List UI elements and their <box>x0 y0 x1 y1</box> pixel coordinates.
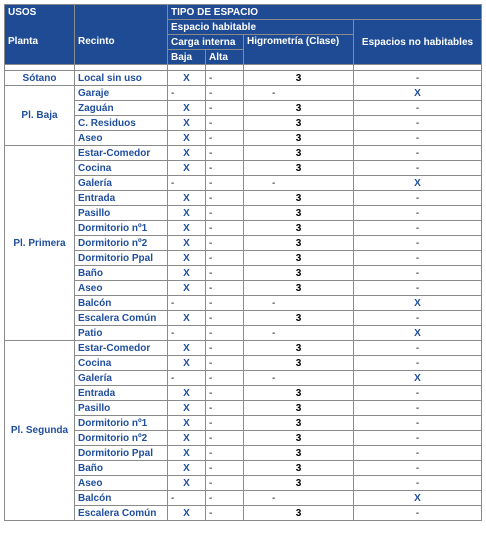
higrometria-cell: 3 <box>244 416 354 431</box>
table-row <box>5 446 482 461</box>
header-carga-interna-label: Carga interna <box>171 36 236 48</box>
baja-cell: X <box>168 506 206 521</box>
higrometria-cell: 3 <box>244 266 354 281</box>
alta-cell: - <box>206 281 244 296</box>
higrometria-cell: 3 <box>244 431 354 446</box>
no-habitable-cell: - <box>354 401 482 416</box>
higrometria-cell: 3 <box>244 191 354 206</box>
table-row <box>5 401 482 416</box>
header-espacios-no-habitables-label: Espacios no habitables <box>361 36 474 48</box>
header-tipo-espacio <box>168 5 482 20</box>
higrometria-cell: 3 <box>244 356 354 371</box>
no-habitable-cell: - <box>354 476 482 491</box>
baja-cell: - <box>168 326 206 341</box>
baja-cell: X <box>168 476 206 491</box>
no-habitable-cell: - <box>354 131 482 146</box>
no-habitable-cell: X <box>354 176 482 191</box>
table-row <box>5 116 482 131</box>
recinto-cell: Escalera Común <box>75 506 168 521</box>
baja-cell: - <box>168 371 206 386</box>
higrometria-cell: 3 <box>244 341 354 356</box>
baja-cell: - <box>168 86 206 101</box>
no-habitable-cell: X <box>354 86 482 101</box>
header-usos-label: USOS <box>8 6 37 18</box>
header-espacios-no-habitables <box>354 20 482 65</box>
alta-cell: - <box>206 506 244 521</box>
higrometria-cell: 3 <box>244 71 354 86</box>
baja-cell: X <box>168 206 206 221</box>
baja-cell: X <box>168 161 206 176</box>
higrometria-cell: 3 <box>244 206 354 221</box>
recinto-cell: Galería <box>75 176 168 191</box>
table-row <box>5 161 482 176</box>
alta-cell: - <box>206 266 244 281</box>
table-row <box>5 506 482 521</box>
no-habitable-cell: - <box>354 236 482 251</box>
recinto-cell: Escalera Común <box>75 311 168 326</box>
no-habitable-cell: - <box>354 416 482 431</box>
higrometria-cell: 3 <box>244 236 354 251</box>
higrometria-cell: 3 <box>244 101 354 116</box>
higrometria-cell: 3 <box>244 251 354 266</box>
baja-cell: X <box>168 221 206 236</box>
no-habitable-cell: - <box>354 191 482 206</box>
alta-cell: - <box>206 116 244 131</box>
recinto-cell: Estar-Comedor <box>75 341 168 356</box>
no-habitable-cell: - <box>354 221 482 236</box>
higrometria-cell: - <box>244 86 354 101</box>
alta-cell: - <box>206 401 244 416</box>
baja-cell: X <box>168 356 206 371</box>
table-row <box>5 461 482 476</box>
alta-cell: - <box>206 386 244 401</box>
alta-cell: - <box>206 236 244 251</box>
table-row <box>5 131 482 146</box>
alta-cell: - <box>206 176 244 191</box>
alta-cell: - <box>206 326 244 341</box>
recinto-cell: Aseo <box>75 476 168 491</box>
table-row <box>5 371 482 386</box>
baja-cell: X <box>168 191 206 206</box>
table-row <box>5 101 482 116</box>
header-recinto-label: Recinto <box>78 36 115 48</box>
alta-cell: - <box>206 131 244 146</box>
baja-cell: X <box>168 251 206 266</box>
recinto-cell: Garaje <box>75 86 168 101</box>
recinto-cell: Dormitorio nº2 <box>75 431 168 446</box>
higrometria-cell: - <box>244 176 354 191</box>
baja-cell: X <box>168 101 206 116</box>
recinto-cell: Dormitorio nº1 <box>75 416 168 431</box>
higrometria-cell: 3 <box>244 506 354 521</box>
alta-cell: - <box>206 446 244 461</box>
alta-cell: - <box>206 146 244 161</box>
baja-cell: X <box>168 416 206 431</box>
table-row <box>5 326 482 341</box>
recinto-cell: Baño <box>75 266 168 281</box>
no-habitable-cell: - <box>354 386 482 401</box>
table-row <box>5 176 482 191</box>
baja-cell: X <box>168 71 206 86</box>
recinto-cell: Balcón <box>75 491 168 506</box>
recinto-cell: Galería <box>75 371 168 386</box>
header-alta-label: Alta <box>209 51 228 63</box>
no-habitable-cell: - <box>354 266 482 281</box>
no-habitable-cell: X <box>354 326 482 341</box>
recinto-cell: Entrada <box>75 191 168 206</box>
higrometria-cell: 3 <box>244 146 354 161</box>
alta-cell: - <box>206 296 244 311</box>
table-row <box>5 491 482 506</box>
recinto-cell: Cocina <box>75 161 168 176</box>
table-row <box>5 71 482 86</box>
recinto-cell: Aseo <box>75 131 168 146</box>
alta-cell: - <box>206 161 244 176</box>
higrometria-cell: 3 <box>244 221 354 236</box>
baja-cell: X <box>168 281 206 296</box>
header-tipo-espacio-label: TIPO DE ESPACIO <box>171 6 259 18</box>
recinto-cell: Entrada <box>75 386 168 401</box>
table-row <box>5 191 482 206</box>
table-row <box>5 146 482 161</box>
recinto-cell: Pasillo <box>75 206 168 221</box>
recinto-cell: Dormitorio nº1 <box>75 221 168 236</box>
floor-cell: Pl. Segunda <box>5 341 75 521</box>
table-row <box>5 416 482 431</box>
header-carga-interna <box>168 35 244 50</box>
header-planta <box>5 20 75 65</box>
floor-cell: Sótano <box>5 71 75 86</box>
recinto-cell: Balcón <box>75 296 168 311</box>
baja-cell: - <box>168 491 206 506</box>
recinto-cell: Baño <box>75 461 168 476</box>
recinto-cell: Pasillo <box>75 401 168 416</box>
table-row <box>5 251 482 266</box>
baja-cell: X <box>168 266 206 281</box>
no-habitable-cell: - <box>354 206 482 221</box>
table-row <box>5 431 482 446</box>
header-higrometria <box>244 35 354 65</box>
no-habitable-cell: X <box>354 371 482 386</box>
header-planta-label: Planta <box>8 36 39 48</box>
no-habitable-cell: - <box>354 146 482 161</box>
table-row <box>5 206 482 221</box>
higrometria-cell: 3 <box>244 476 354 491</box>
alta-cell: - <box>206 191 244 206</box>
floor-cell: Pl. Primera <box>5 146 75 341</box>
baja-cell: X <box>168 401 206 416</box>
recinto-cell: Dormitorio Ppal <box>75 446 168 461</box>
recinto-cell: Dormitorio nº2 <box>75 236 168 251</box>
higrometria-cell: 3 <box>244 446 354 461</box>
recinto-cell: Dormitorio Ppal <box>75 251 168 266</box>
alta-cell: - <box>206 101 244 116</box>
table-row <box>5 296 482 311</box>
header-baja <box>168 50 206 65</box>
higrometria-cell: 3 <box>244 161 354 176</box>
header-usos <box>5 5 75 20</box>
no-habitable-cell: - <box>354 251 482 266</box>
baja-cell: X <box>168 446 206 461</box>
no-habitable-cell: X <box>354 296 482 311</box>
baja-cell: X <box>168 146 206 161</box>
alta-cell: - <box>206 71 244 86</box>
no-habitable-cell: - <box>354 341 482 356</box>
no-habitable-cell: - <box>354 446 482 461</box>
alta-cell: - <box>206 431 244 446</box>
baja-cell: X <box>168 236 206 251</box>
alta-cell: - <box>206 371 244 386</box>
baja-cell: X <box>168 386 206 401</box>
no-habitable-cell: - <box>354 116 482 131</box>
recinto-cell: Cocina <box>75 356 168 371</box>
baja-cell: X <box>168 116 206 131</box>
recinto-cell: Aseo <box>75 281 168 296</box>
no-habitable-cell: - <box>354 431 482 446</box>
baja-cell: X <box>168 461 206 476</box>
higrometria-cell: 3 <box>244 401 354 416</box>
header-higrometria-label: Higrometría (Clase) <box>247 36 340 47</box>
alta-cell: - <box>206 341 244 356</box>
baja-cell: - <box>168 176 206 191</box>
spaces-table <box>4 4 482 521</box>
higrometria-cell: 3 <box>244 116 354 131</box>
baja-cell: X <box>168 131 206 146</box>
baja-cell: - <box>168 296 206 311</box>
alta-cell: - <box>206 356 244 371</box>
baja-cell: X <box>168 341 206 356</box>
no-habitable-cell: X <box>354 491 482 506</box>
floor-cell: Pl. Baja <box>5 86 75 146</box>
no-habitable-cell: - <box>354 281 482 296</box>
no-habitable-cell: - <box>354 461 482 476</box>
higrometria-cell: - <box>244 326 354 341</box>
table-row <box>5 476 482 491</box>
higrometria-cell: - <box>244 296 354 311</box>
higrometria-cell: 3 <box>244 131 354 146</box>
alta-cell: - <box>206 251 244 266</box>
recinto-cell: Patio <box>75 326 168 341</box>
baja-cell: X <box>168 311 206 326</box>
table-row <box>5 281 482 296</box>
recinto-cell: C. Residuos <box>75 116 168 131</box>
recinto-cell: Zaguán <box>75 101 168 116</box>
alta-cell: - <box>206 206 244 221</box>
table-row <box>5 311 482 326</box>
table-row <box>5 221 482 236</box>
alta-cell: - <box>206 311 244 326</box>
header-recinto <box>75 20 168 65</box>
no-habitable-cell: - <box>354 71 482 86</box>
table-row <box>5 266 482 281</box>
no-habitable-cell: - <box>354 356 482 371</box>
no-habitable-cell: - <box>354 101 482 116</box>
header-espacio-habitable <box>168 20 354 35</box>
table-row <box>5 356 482 371</box>
alta-cell: - <box>206 491 244 506</box>
alta-cell: - <box>206 221 244 236</box>
header-alta <box>206 50 244 65</box>
baja-cell: X <box>168 431 206 446</box>
higrometria-cell: 3 <box>244 461 354 476</box>
higrometria-cell: - <box>244 371 354 386</box>
higrometria-cell: 3 <box>244 281 354 296</box>
alta-cell: - <box>206 416 244 431</box>
recinto-cell: Estar-Comedor <box>75 146 168 161</box>
table-row <box>5 236 482 251</box>
table-row <box>5 341 482 356</box>
recinto-cell: Local sin uso <box>75 71 168 86</box>
higrometria-cell: 3 <box>244 311 354 326</box>
table-row <box>5 386 482 401</box>
no-habitable-cell: - <box>354 506 482 521</box>
header-espacio-habitable-label: Espacio habitable <box>171 21 257 33</box>
alta-cell: - <box>206 476 244 491</box>
table-row <box>5 86 482 101</box>
alta-cell: - <box>206 461 244 476</box>
header-recinto-top <box>75 5 168 20</box>
higrometria-cell: 3 <box>244 386 354 401</box>
header-baja-label: Baja <box>171 51 193 63</box>
alta-cell: - <box>206 86 244 101</box>
no-habitable-cell: - <box>354 311 482 326</box>
higrometria-cell: - <box>244 491 354 506</box>
no-habitable-cell: - <box>354 161 482 176</box>
